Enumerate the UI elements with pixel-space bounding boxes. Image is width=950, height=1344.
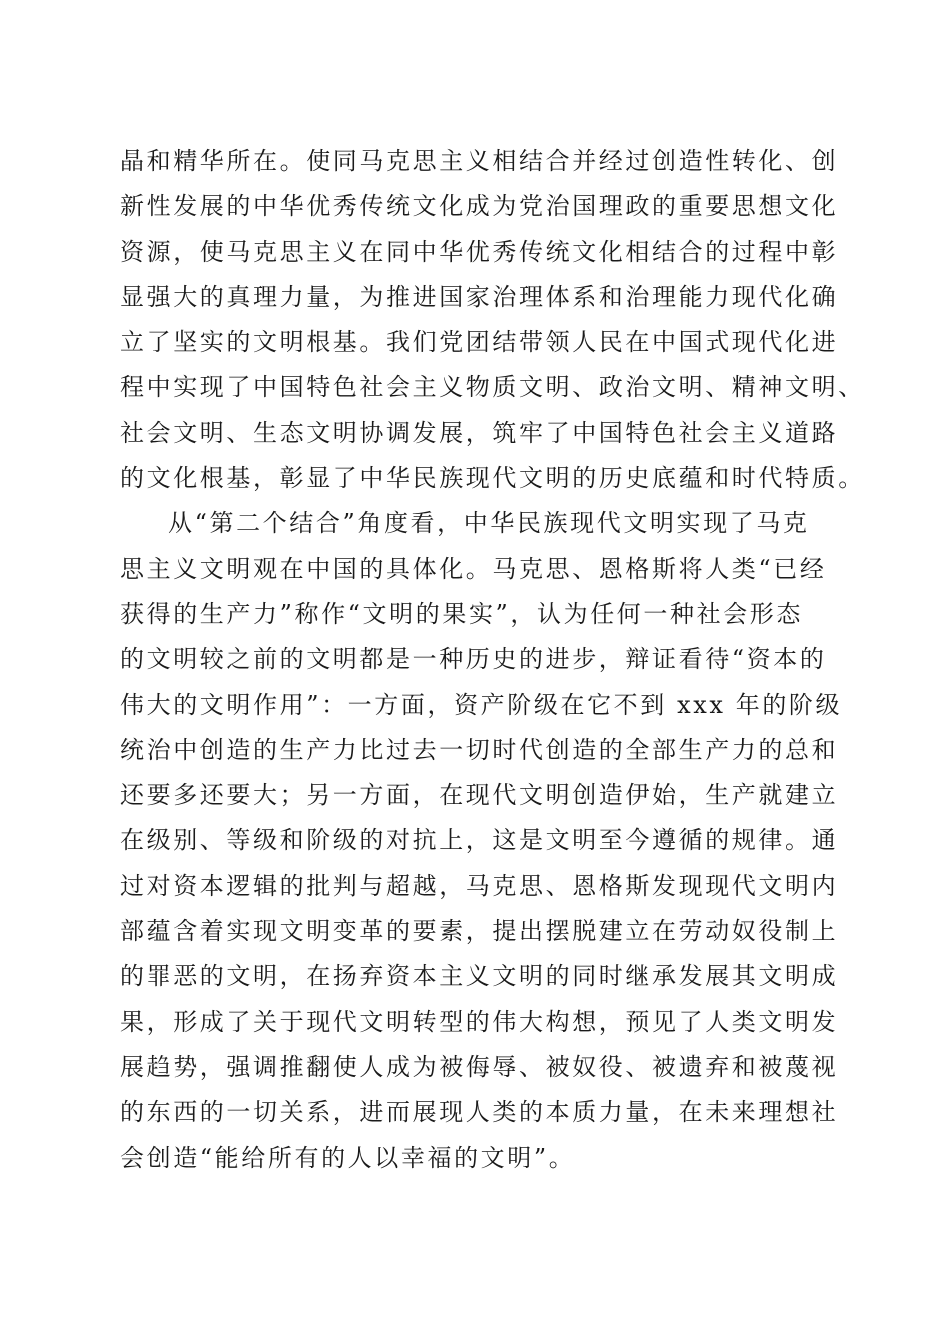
text-line: 立了坚实的文明根基。我们党团结带领人民在中国式现代化进 [120, 328, 839, 357]
text-line: 展趋势，强调推翻使人成为被侮辱、被奴役、被遗弃和被蔑视 [120, 1052, 839, 1081]
text-line: 部蕴含着实现文明变革的要素，提出摆脱建立在劳动奴役制上 [120, 917, 839, 946]
text-line: 的东西的一切关系，进而展现人类的本质力量，在未来理想社 [120, 1098, 839, 1127]
text-line: 的罪恶的文明，在扬弃资本主义文明的同时继承发展其文明成 [120, 962, 839, 991]
paragraph-2 [120, 501, 843, 1180]
body-text [120, 139, 865, 1181]
text-line: 会创造“能给所有的人以幸福的文明”。 [120, 1143, 576, 1172]
text-line: 程中实现了中国特色社会主义物质文明、政治文明、精神文明、 [120, 373, 865, 402]
paragraph-1 [120, 139, 865, 501]
text-line: 获得的生产力”称作“文明的果实”，认为任何一种社会形态 [120, 599, 804, 628]
text-line: 统治中创造的生产力比过去一切时代创造的全部生产力的总和 [120, 735, 839, 764]
text-line: 从“第二个结合”角度看，中华民族现代文明实现了马克 [168, 509, 810, 538]
text-line: 还要多还要大；另一方面，在现代文明创造伊始，生产就建立 [120, 781, 839, 810]
text-line: 资源，使马克思主义在同中华优秀传统文化相结合的过程中彰 [120, 237, 839, 266]
text-line: 晶和精华所在。使同马克思主义相结合并经过创造性转化、创 [120, 147, 839, 175]
text-line: 果，形成了关于现代文明转型的伟大构想，预见了人类文明发 [120, 1007, 839, 1036]
text-line: 新性发展的中华优秀传统文化成为党治国理政的重要思想文化 [120, 192, 839, 221]
text-line: 伟大的文明作用”：一方面，资产阶级在它不到 xxx 年的阶级 [120, 690, 843, 719]
text-line: 的文化根基，彰显了中华民族现代文明的历史底蕴和时代特质。 [120, 464, 865, 493]
text-line: 的文明较之前的文明都是一种历史的进步，辩证看待“资本的 [120, 645, 827, 674]
text-line: 社会文明、生态文明协调发展，筑牢了中国特色社会主义道路 [120, 418, 839, 447]
text-line: 显强大的真理力量，为推进国家治理体系和治理能力现代化确 [120, 282, 839, 311]
text-line: 过对资本逻辑的批判与超越，马克思、恩格斯发现现代文明内 [120, 871, 839, 900]
text-line: 思主义文明观在中国的具体化。马克思、恩格斯将人类“已经 [120, 554, 827, 583]
text-line: 在级别、等级和阶级的对抗上，这是文明至今遵循的规律。通 [120, 826, 839, 855]
